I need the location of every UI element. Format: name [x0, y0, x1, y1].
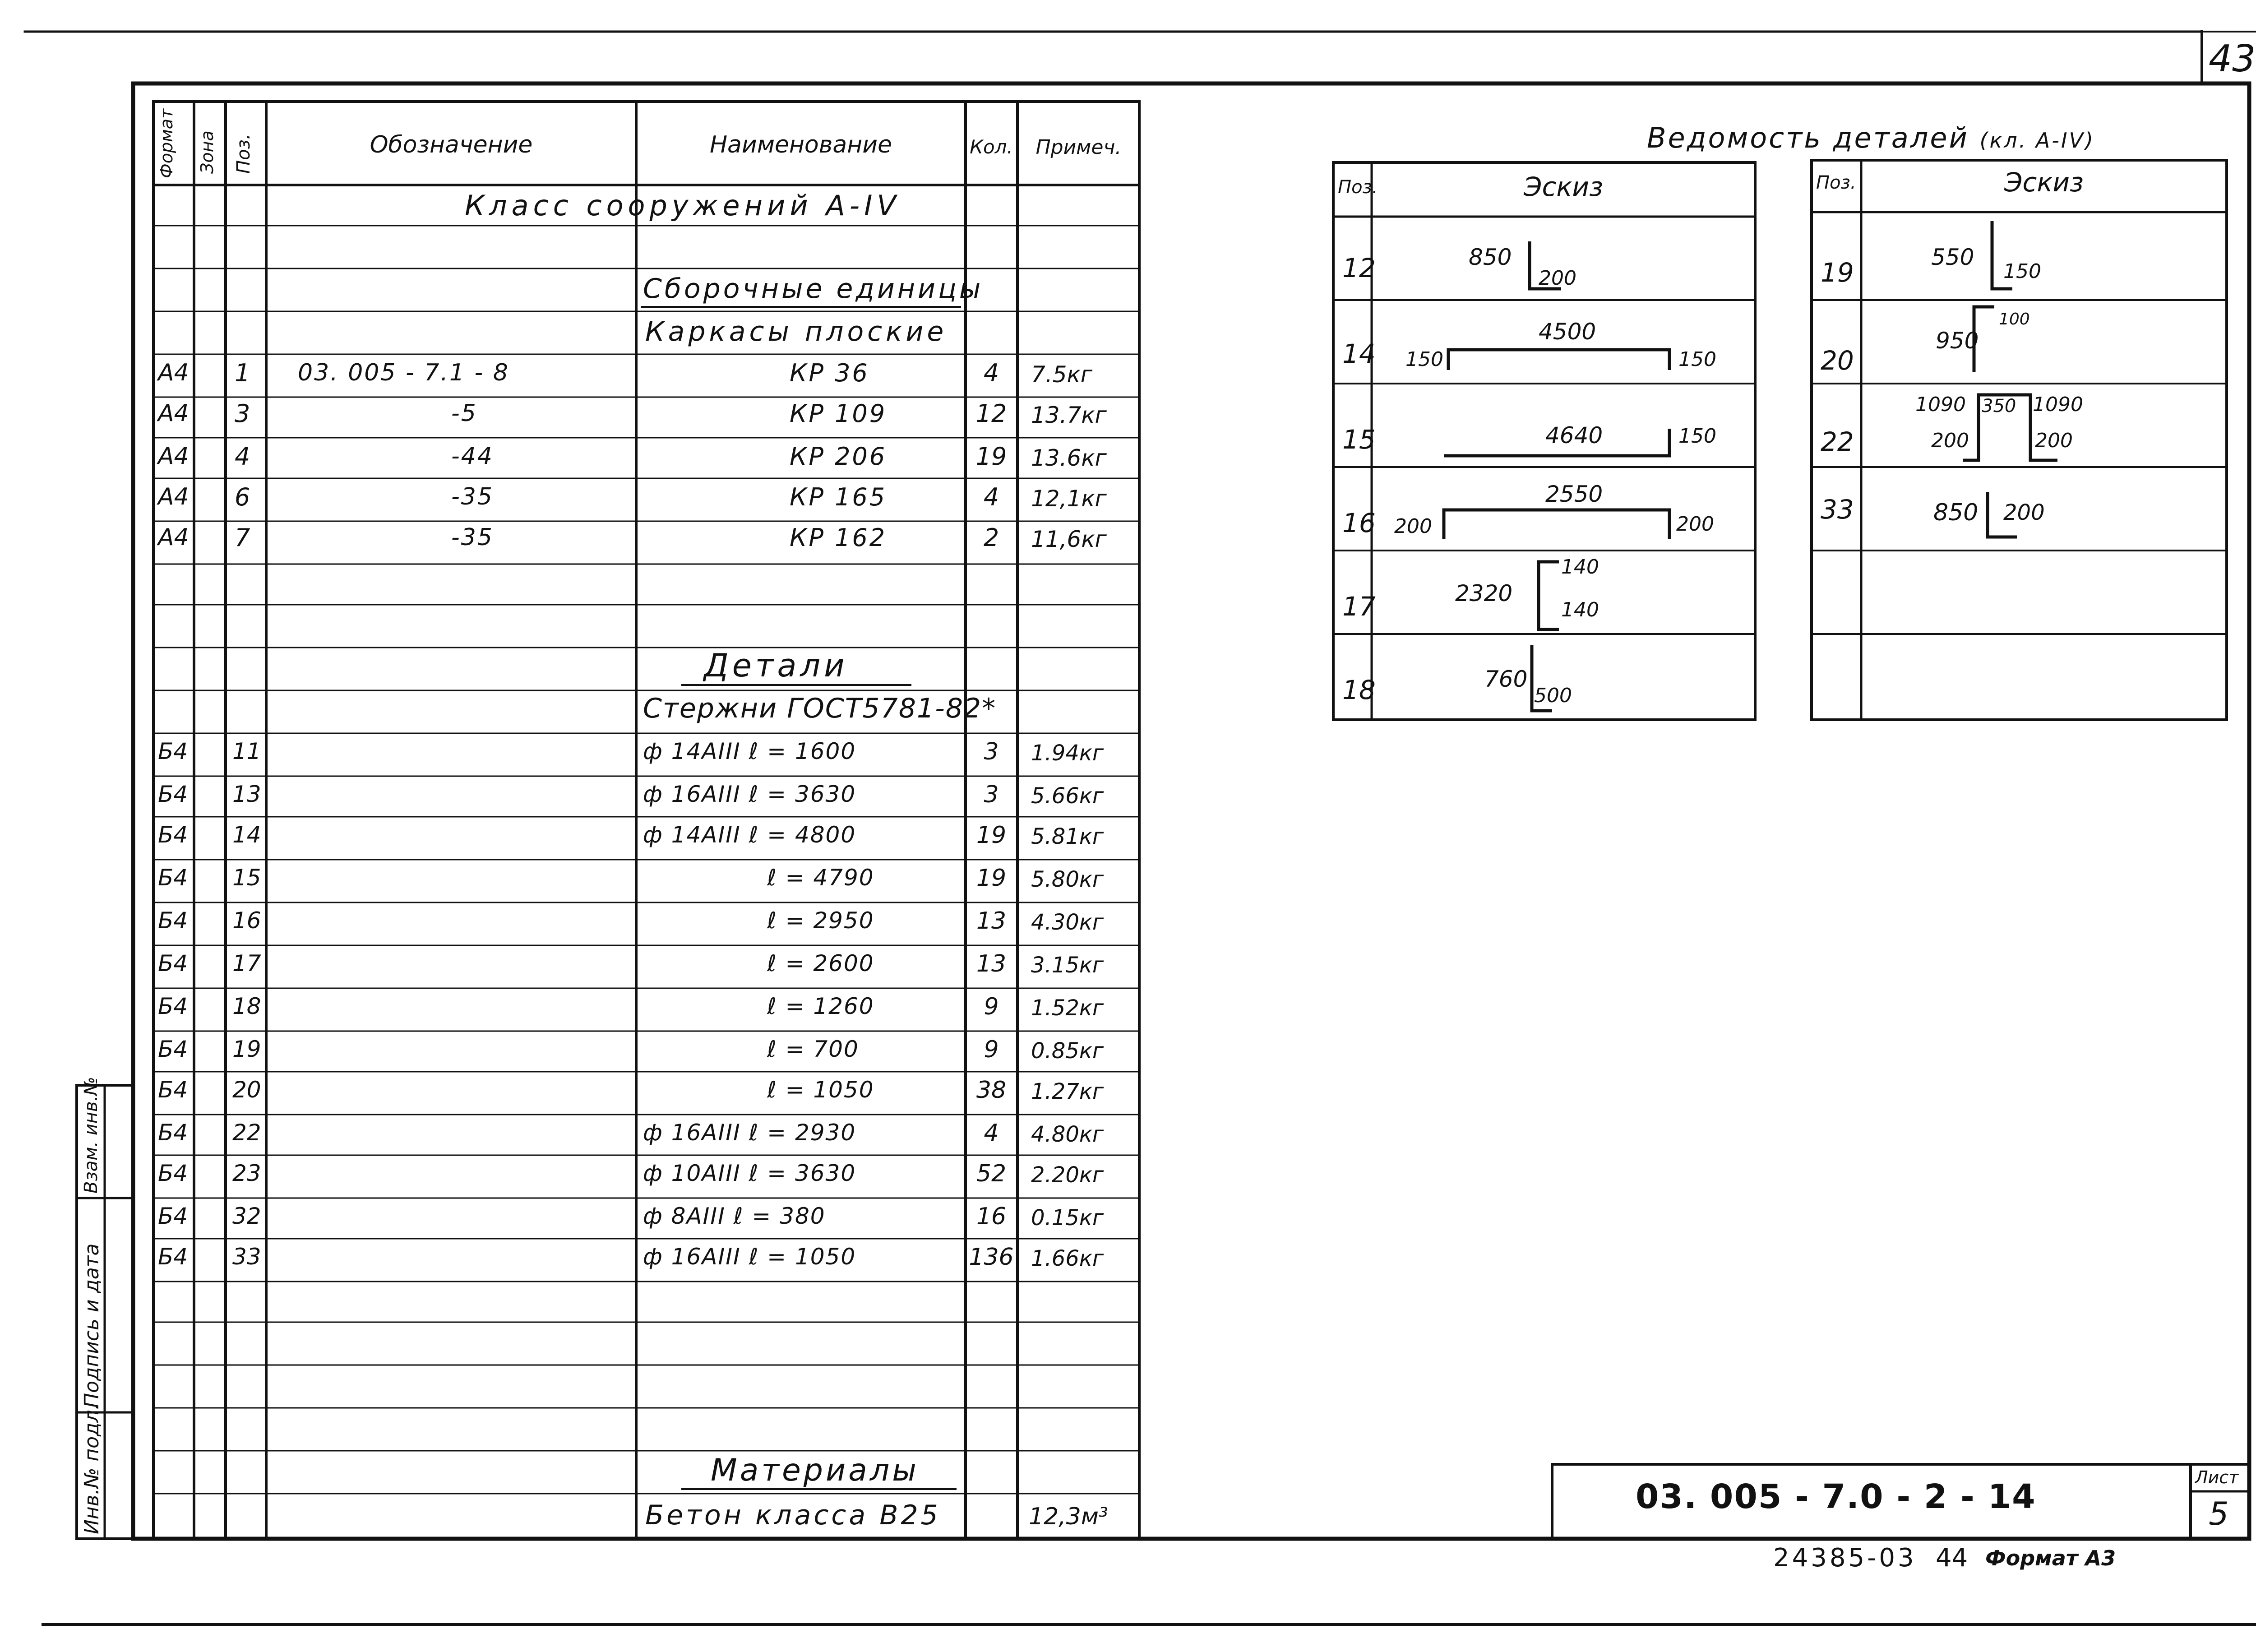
row-pos: 15	[232, 865, 261, 891]
sheet-number: 5	[2209, 1495, 2229, 1532]
row-note: 0.15кг	[1031, 1205, 1104, 1231]
row-note: 1.52кг	[1031, 995, 1104, 1021]
row-pos: 7	[235, 523, 250, 552]
sketch-dimension-label: 150	[2003, 260, 2041, 283]
row-qty: 136	[969, 1244, 1014, 1271]
sketch-dimension-label: 200	[2003, 500, 2045, 525]
row-note: 4.30кг	[1031, 910, 1104, 935]
row-designation: -35	[451, 483, 494, 510]
sketch-dimension-label: 2550	[1545, 481, 1603, 507]
row-note: 12,1кг	[1031, 486, 1107, 512]
row-qty: 3	[984, 738, 999, 765]
parts-right-pos-cell: 19	[1821, 257, 1854, 288]
row-qty: 38	[976, 1077, 1007, 1104]
row-qty: 4	[983, 483, 999, 511]
row-note: 5.66кг	[1031, 783, 1104, 809]
row-note: 11,6кг	[1031, 526, 1107, 552]
row-format: Б4	[158, 1160, 188, 1186]
row-qty: 52	[976, 1160, 1007, 1187]
parts-right-pos-cell: 20	[1821, 345, 1854, 376]
row-qty: 4	[984, 1120, 999, 1147]
subsection-frames: Каркасы плоские	[645, 316, 948, 347]
stamp-vzam-inv: Взам. инв.№	[81, 1077, 102, 1194]
sketch-dimension-label: 4500	[1539, 319, 1596, 345]
sketch-dimension-label: 950	[1936, 328, 1979, 354]
row-pos: 11	[232, 738, 261, 764]
sketch-dimension-label: 760	[1484, 666, 1528, 692]
row-name: ф 16АIII ℓ = 3630	[643, 781, 856, 807]
section-assemblies: Сборочные единицы	[643, 273, 984, 305]
parts-left-pos-cell: 17	[1342, 591, 1376, 622]
row-designation: 03. 005 - 7.1 - 8	[298, 359, 509, 386]
sketch-dimension-label: 150	[1678, 348, 1716, 371]
row-name: ф 14АIII ℓ = 4800	[643, 822, 856, 848]
row-name: ℓ = 2950	[767, 907, 874, 934]
footer-order: 24385-03	[1773, 1543, 1917, 1573]
parts-left-header-sketch: Эскиз	[1524, 171, 1603, 202]
row-format: А4	[158, 483, 189, 510]
row-name: КР 109	[790, 399, 887, 428]
sketch-dimension-label: 550	[1931, 244, 1974, 270]
row-pos: 14	[232, 822, 261, 848]
section-materials: Материалы	[711, 1453, 919, 1488]
row-name: ф 8АIII ℓ = 380	[643, 1203, 826, 1229]
parts-left-header-pos: Поз.	[1338, 177, 1378, 198]
sketch-dimension-label: 350	[1982, 396, 2016, 416]
parts-left-pos-cell: 16	[1342, 508, 1376, 538]
sketch-dimension-label: 850	[1469, 244, 1512, 270]
row-pos: 1	[235, 359, 250, 387]
header-name: Наименование	[709, 131, 892, 158]
drawing-code: 03. 005 - 7.0 - 2 - 14	[1636, 1477, 2036, 1516]
footer-format: Формат А3	[1985, 1546, 2116, 1570]
parts-title-text: Ведомость деталей	[1647, 121, 1969, 154]
header-qty: Кол.	[970, 136, 1013, 158]
row-qty: 13	[976, 907, 1007, 935]
row-name: ф 16АIII ℓ = 2930	[643, 1120, 856, 1146]
row-pos: 4	[235, 442, 250, 471]
sketch-dimension-label: 1090	[1915, 393, 1966, 416]
row-name: КР 162	[790, 523, 887, 552]
row-format: Б4	[158, 1244, 188, 1270]
row-name: ℓ = 700	[767, 1036, 859, 1062]
row-note: 1.27кг	[1031, 1079, 1104, 1104]
row-pos: 18	[232, 993, 261, 1019]
row-qty: 2	[983, 523, 999, 552]
parts-title	[1647, 121, 2095, 154]
parts-left-pos-cell: 18	[1342, 675, 1376, 705]
row-qty: 4	[983, 359, 999, 387]
row-format: Б4	[158, 865, 188, 891]
parts-left-pos-cell: 12	[1342, 253, 1376, 283]
row-qty: 19	[975, 442, 1007, 471]
sketch-dimension-label: 4640	[1545, 422, 1603, 449]
row-pos: 19	[232, 1036, 261, 1062]
row-note: 5.80кг	[1031, 867, 1104, 892]
header-format: Формат	[157, 108, 176, 178]
material-name: Бетон класса В25	[645, 1499, 941, 1531]
row-format: А4	[158, 524, 189, 551]
parts-right-pos-cell: 33	[1821, 494, 1854, 525]
row-note: 3.15кг	[1031, 953, 1104, 978]
parts-right-header-pos: Поз.	[1816, 172, 1856, 193]
class-title: Класс сооружений А-IV	[465, 189, 901, 222]
row-pos: 32	[232, 1203, 261, 1229]
parts-right-pos-cell: 22	[1821, 426, 1854, 457]
row-pos: 17	[232, 950, 261, 976]
sketch-dimension-label: 200	[1676, 513, 1714, 536]
sketch-dimension-label: 140	[1561, 555, 1599, 578]
row-designation: -44	[451, 443, 494, 470]
parts-left-pos-cell: 14	[1342, 338, 1376, 369]
row-name: КР 206	[790, 442, 887, 471]
sketch-dimension-label: 150	[1405, 348, 1443, 371]
row-note: 1.66кг	[1031, 1246, 1104, 1271]
row-name: КР 36	[790, 359, 869, 387]
sketch-dimension-label: 1090	[2033, 393, 2083, 416]
row-format: Б4	[158, 950, 188, 976]
row-format: Б4	[158, 822, 188, 848]
row-name: ℓ = 2600	[767, 950, 874, 976]
row-pos: 16	[232, 907, 261, 934]
row-designation: -35	[451, 524, 494, 551]
stamp-inv-podl: Инв.№ подл.	[80, 1403, 103, 1534]
subsection-rods: Стержни ГОСТ5781-82*	[643, 693, 997, 724]
row-format: Б4	[158, 907, 188, 934]
row-qty: 12	[975, 399, 1007, 428]
row-note: 7.5кг	[1031, 361, 1092, 388]
row-name: ℓ = 1260	[767, 993, 874, 1019]
sketch-dimension-label: 150	[1678, 425, 1716, 448]
section-details: Детали	[704, 647, 848, 684]
row-format: Б4	[158, 1120, 188, 1146]
row-format: Б4	[158, 1077, 188, 1103]
header-pos: Поз.	[233, 134, 254, 174]
parts-right-header-sketch: Эскиз	[2004, 167, 2084, 198]
row-name: ф 14АIII ℓ = 1600	[643, 738, 856, 764]
row-format: Б4	[158, 781, 188, 807]
row-name: ℓ = 4790	[767, 865, 874, 891]
parts-right-grid	[1812, 160, 2227, 720]
bar-sketches	[1444, 221, 2057, 711]
row-qty: 19	[976, 822, 1007, 849]
row-name: ℓ = 1050	[767, 1077, 874, 1103]
row-note: 2.20кг	[1031, 1162, 1104, 1188]
row-qty: 3	[984, 781, 999, 808]
row-qty: 16	[976, 1203, 1007, 1230]
parts-left-pos-cell: 15	[1342, 424, 1376, 455]
row-note: 5.81кг	[1031, 824, 1104, 849]
row-qty: 13	[976, 950, 1007, 977]
row-pos: 6	[235, 483, 250, 511]
sheet-label: Лист	[2195, 1467, 2239, 1487]
parts-title-note: (кл. А-IV)	[1979, 128, 2095, 153]
row-name: ф 16АIII ℓ = 1050	[643, 1244, 856, 1270]
sketch-dimension-label: 100	[1999, 310, 2030, 329]
sketch-dimension-label: 200	[2035, 429, 2073, 452]
row-qty: 9	[984, 1036, 999, 1063]
header-designation: Обозначение	[370, 131, 533, 158]
row-pos: 13	[232, 781, 261, 807]
row-format: Б4	[158, 1203, 188, 1229]
row-qty: 19	[976, 865, 1007, 892]
row-qty: 9	[984, 993, 999, 1020]
row-format: А4	[158, 359, 189, 386]
sketch-dimension-label: 200	[1394, 515, 1432, 538]
row-pos: 20	[232, 1077, 261, 1103]
row-note: 1.94кг	[1031, 740, 1104, 766]
header-zone: Зона	[197, 130, 217, 174]
row-pos: 3	[235, 399, 250, 428]
sketch-dimension-label: 850	[1933, 499, 1979, 526]
row-name: КР 165	[790, 483, 887, 511]
sheet-top-number: 43	[2209, 37, 2256, 80]
row-note: 4.80кг	[1031, 1122, 1104, 1147]
row-pos: 22	[232, 1120, 261, 1146]
row-format: Б4	[158, 993, 188, 1019]
row-name: ф 10АIII ℓ = 3630	[643, 1160, 856, 1186]
row-format: А4	[158, 400, 189, 427]
row-format: А4	[158, 443, 189, 470]
header-note: Примеч.	[1036, 136, 1122, 159]
row-pos: 23	[232, 1160, 261, 1186]
row-designation: -5	[451, 400, 477, 427]
row-format: Б4	[158, 1036, 188, 1062]
sketch-dimension-label: 140	[1561, 598, 1599, 621]
row-note: 13.6кг	[1031, 445, 1107, 471]
footer-copy: 44	[1936, 1543, 1968, 1573]
row-pos: 33	[232, 1244, 261, 1270]
row-note: 13.7кг	[1031, 402, 1107, 428]
sketch-dimension-label: 200	[1931, 429, 1969, 452]
sketch-dimension-label: 500	[1534, 684, 1572, 707]
sketch-dimension-label: 200	[1539, 267, 1576, 290]
sketch-dimension-label: 2320	[1455, 580, 1513, 606]
stamp-signature-date: Подпись и дата	[80, 1243, 103, 1408]
row-note: 0.85кг	[1031, 1038, 1104, 1064]
material-note: 12,3м³	[1029, 1503, 1108, 1530]
row-format: Б4	[158, 738, 188, 764]
